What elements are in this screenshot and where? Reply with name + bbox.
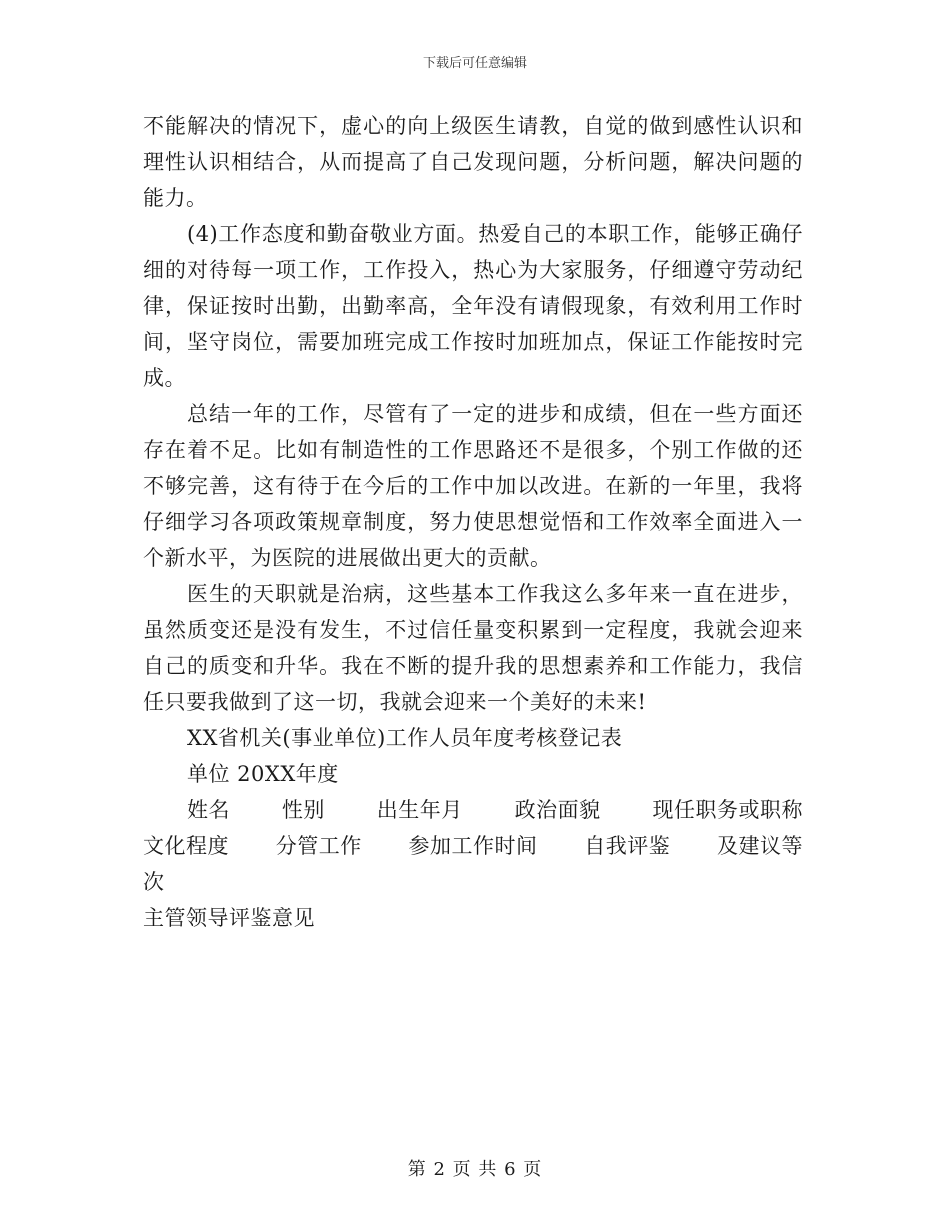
form-title: XX省机关(事业单位)工作人员年度考核登记表 [187, 726, 623, 750]
paragraph-1: 不能解决的情况下，虚心的向上级医生请教，自觉的做到感性认识和理性认识相结合，从而提高了自己发现问题，分析问题，解决问题的能力。 [143, 114, 803, 210]
page-number: 第 2 页 共 6 页 [407, 1159, 543, 1180]
field-work-start-label: 参加工作时间 [408, 834, 538, 858]
form-fields-row-2 [143, 828, 803, 864]
form-row-2-wrap: 次 [143, 870, 165, 894]
field-position-label: 现任职务或职称 [652, 798, 803, 822]
field-self-eval-label: 自我评鉴 [584, 834, 671, 858]
field-name-label: 姓名 [187, 798, 230, 822]
form-unit-year: 单位 20XX年度 [187, 762, 339, 786]
form-fields-row-1 [143, 792, 803, 828]
field-education-label: 文化程度 [143, 834, 229, 858]
page-header-note: 下载后可任意编辑 [422, 56, 527, 71]
field-political-label: 政治面貌 [514, 798, 601, 822]
field-gender-label: 性别 [281, 798, 325, 822]
paragraph-3: 总结一年的工作，尽管有了一定的进步和成绩，但在一些方面还存在着不足。比如有制造性的工作思路还不是很多，个别工作做的还不够完善，这有待于在今后的工作中加以改进。在新的一年里，我将仔细学习各项政策规章制度，努力使思想觉悟和工作效率全面进入一个新水平，为医院的进展做出更大的贡献。 [143, 402, 803, 570]
paragraph-4: 医生的天职就是治病，这些基本工作我这么多年来一直在进步，虽然质变还是没有发生，不过信任量变积累到一定程度，我就会迎来自己的质变和升华。我在不断的提升我的思想素养和工作能力，我信任只要我做到了这一切，我就会迎来一个美好的未来! [143, 582, 803, 714]
field-birth-label: 出生年月 [376, 798, 463, 822]
field-duty-label: 分管工作 [275, 834, 362, 858]
form-supervisor-opinion: 主管领导评鉴意见 [143, 906, 315, 930]
field-suggestion-label: 及建议等 [717, 834, 803, 858]
paragraph-2: (4)工作态度和勤奋敬业方面。热爱自己的本职工作，能够正确仔细的对待每一项工作，工作投入，热心为大家服务，仔细遵守劳动纪律，保证按时出勤，出勤率高，全年没有请假现象，有效利用工作时间，坚守岗位，需要加班完成工作按时加班加点，保证工作能按时完成。 [143, 222, 803, 390]
document-body [143, 108, 803, 936]
